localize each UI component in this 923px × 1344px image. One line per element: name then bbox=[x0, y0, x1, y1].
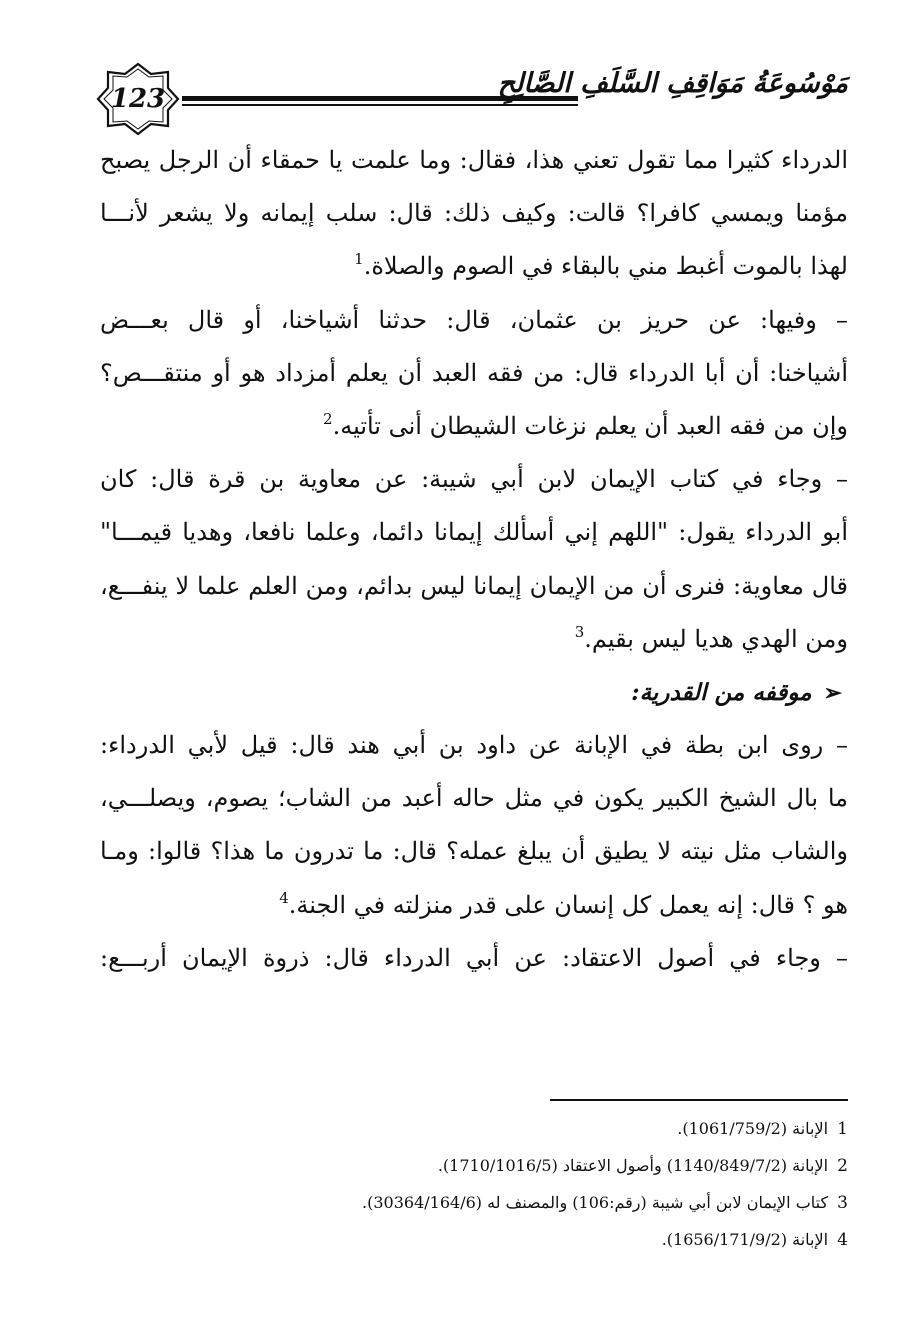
section-heading: ➢موقفه من القدرية: bbox=[100, 666, 848, 719]
body-line: وإن من فقه العبد أن يعلم نزغات الشيطان أنى تأتيه.$^2$ bbox=[323, 409, 848, 440]
footnotes bbox=[100, 1110, 848, 1258]
footnote-ref: 3 bbox=[574, 622, 585, 641]
body-line: والشاب مثل نيته لا يطيق أن يبلغ عمله؟ قال: ما تدرون ما هذا؟ قالوا: ومـا bbox=[100, 837, 848, 866]
footnote-separator bbox=[550, 1099, 848, 1101]
body-line: ما بال الشيخ الكبير يكون في مثل حاله أعبد من الشاب؛ يصوم، ويصلـــي، bbox=[100, 784, 848, 813]
footnote-ref: 4 bbox=[279, 888, 289, 907]
body-line: ومن الهدي هديا ليس بقيم.$^3$ bbox=[574, 622, 848, 653]
page-header bbox=[96, 62, 848, 136]
body-line: هو ؟ قال: إنه يعمل كل إنسان على قدر منزلته في الجنة.$^4$ bbox=[279, 888, 848, 919]
body-line: – وفيها: عن حريز بن عثمان، قال: حدثنا أشياخنا، أو قال بعـــض bbox=[100, 305, 848, 334]
page-number: 123 bbox=[110, 84, 166, 114]
body-line: الدرداء كثيرا مما تقول تعني هذا، فقال: وما علمت يا حمقاء أن الرجل يصبح bbox=[100, 146, 848, 174]
footnote: 3 كتاب الإيمان لابن أبي شيبة (رقم:106) والمصنف له (30364/164/6). bbox=[362, 1193, 848, 1213]
footnote: 2 الإبانة (1140/849/7/2) وأصول الاعتقاد (1710/1016/5). bbox=[437, 1156, 848, 1176]
footnote-ref: 1 bbox=[354, 250, 364, 269]
body-line: مؤمنا ويمسي كافرا؟ قالت: وكيف ذلك: قال: سلب إيمانه ولا يشعر لأنـــا bbox=[100, 199, 848, 228]
footnote: 4 الإبانة (1656/171/9/2). bbox=[661, 1230, 848, 1250]
footnote-ref: 2 bbox=[323, 409, 333, 428]
body-text bbox=[100, 134, 848, 985]
body-line: قال معاوية: فنرى أن من الإيمان إيمانا ليس بدائم، ومن العلم علما لا ينفـــع، bbox=[100, 571, 849, 600]
header-rule-thin bbox=[182, 104, 578, 106]
body-line: أشياخنا: أن أبا الدرداء قال: من فقه العبد أن يعلم أمزداد هو أو منتقـــص؟ bbox=[100, 358, 848, 387]
body-line: أبو الدرداء يقول: "اللهم إني أسألك إيمانا دائما، وعلما نافعا، وهديا قيمـــا" bbox=[100, 518, 848, 547]
footnote: 1 الإبانة (1061/759/2). bbox=[677, 1119, 848, 1139]
page-number-badge bbox=[96, 62, 180, 136]
body-line: لهذا بالموت أغبط مني بالبقاء في الصوم والصلاة.$^1$ bbox=[354, 250, 848, 281]
arrow-bullet-icon: ➢ bbox=[823, 679, 842, 706]
body-line: – روى ابن بطة في الإبانة عن داود بن أبي هند قال: قيل لأبي الدرداء: bbox=[100, 731, 848, 760]
body-line: – وجاء في كتاب الإيمان لابن أبي شيبة: عن معاوية بن قرة قال: كان bbox=[100, 465, 849, 494]
series-title: مَوْسُوعَةُ مَوَاقِفِ السَّلَفِ الصَّالِحِ bbox=[497, 68, 848, 99]
body-line: – وجاء في أصول الاعتقاد: عن أبي الدرداء قال: ذروة الإيمان أربـــع: bbox=[100, 943, 848, 972]
